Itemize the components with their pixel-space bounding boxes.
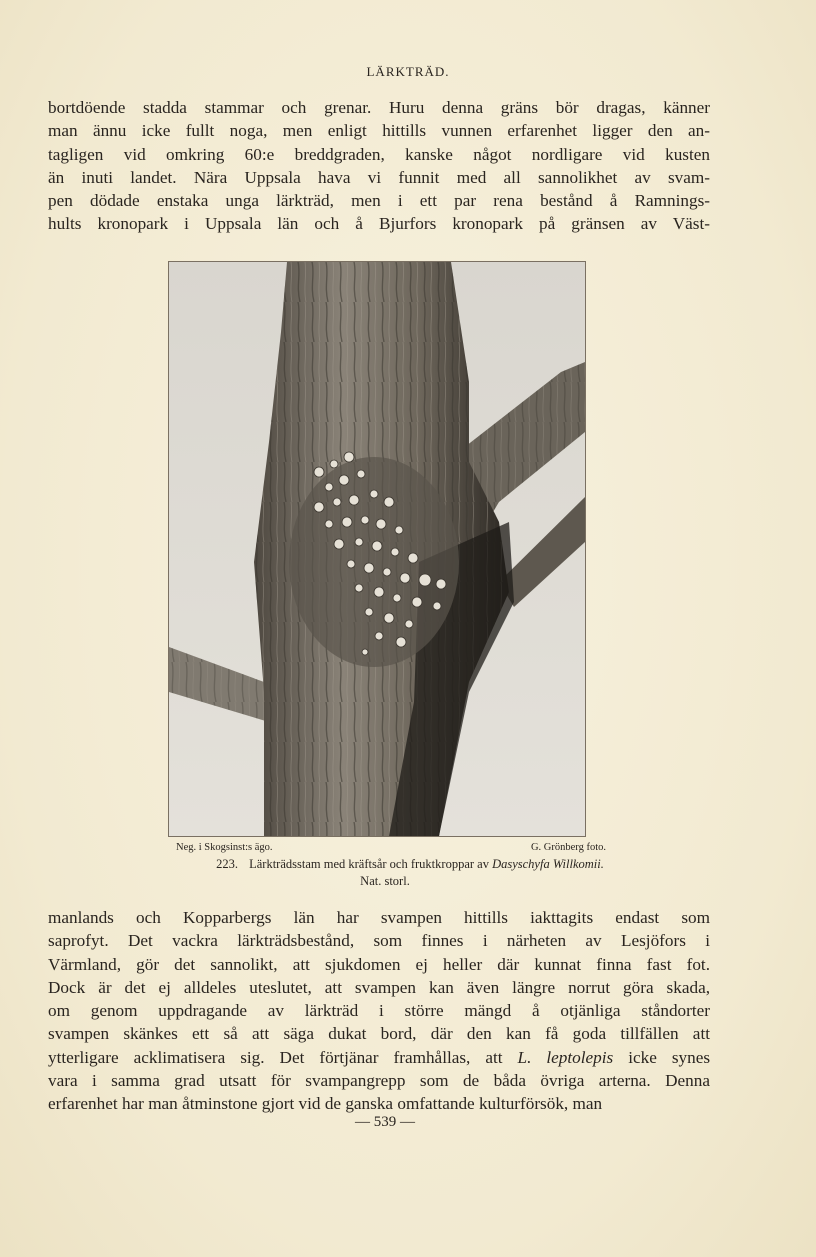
text-line: hults kronopark i Uppsala län och å Bjurfors kronopark på gränsen av Väst- bbox=[48, 214, 710, 234]
text-line: erfarenhet har man åtminstone gjort vid de ganska omfattande kulturförsök, man bbox=[48, 1094, 603, 1114]
figure-credits bbox=[176, 842, 606, 853]
text-line: man ännu icke fullt noga, men enligt hittills vunnen erfarenhet ligger den an- bbox=[48, 121, 710, 141]
text-line: saprofyt. Det vackra lärkträdsbestånd, som finnes i närheten av Lesjöfors i bbox=[48, 931, 710, 951]
text-line: svampen skänkes ett så att säga dukat bord, där den kan få goda tillfällen att bbox=[48, 1024, 710, 1044]
text-line: vara i samma grad utsatt för svampangrepp som de båda övriga arterna. Denna bbox=[48, 1071, 710, 1091]
text-line: manlands och Kopparbergs län har svampen hittills iakttagits endast som bbox=[48, 908, 710, 927]
page-number: — 539 — bbox=[355, 1114, 415, 1130]
photographer-credit: G. Grönberg foto. bbox=[530, 842, 606, 853]
text-line: Dock är det ej alldeles uteslutet, att svampen kan även längre norrut göra skada, bbox=[48, 977, 710, 997]
text-line: pen dödade enstaka unga lärkträd, men i ett par rena bestånd å Ramnings- bbox=[48, 191, 710, 211]
running-head: LÄRKTRÄD. bbox=[366, 64, 450, 79]
text-line: bortdöende stadda stammar och grenar. Huru denna gräns bör dragas, känner bbox=[48, 98, 710, 117]
negative-credit: Neg. i Skogsinst:s ägo. bbox=[176, 842, 273, 853]
text-fragment: icke synes bbox=[628, 1047, 711, 1067]
text-line: tagligen vid omkring 60:e breddgraden, kanske något nordligare vid kusten bbox=[48, 144, 710, 164]
caption-species: Dasyschyfa Willkomii. bbox=[492, 857, 604, 871]
species-name: L. leptolepis bbox=[517, 1047, 614, 1067]
larch-trunk-photo bbox=[168, 261, 586, 837]
text-line: Värmland, gör det sannolikt, att sjukdomen ej heller där kunnat finna fast fot. bbox=[48, 954, 710, 974]
figure-caption bbox=[130, 857, 690, 872]
caption-text: Lärkträdsstam med kräftsår och fruktkroppar av bbox=[249, 857, 489, 871]
paragraph-bottom bbox=[48, 906, 710, 1116]
figure-number: 223. bbox=[216, 857, 238, 871]
text-fragment: ytterligare acklimatisera sig. Det förtjänar framhållas, att bbox=[48, 1047, 503, 1067]
text-line: än inuti landet. Nära Uppsala hava vi funnit med all sannolikhet av svam- bbox=[48, 167, 710, 187]
paragraph-top bbox=[48, 96, 710, 236]
text-line-with-species bbox=[48, 1046, 710, 1069]
text-line: om genom uppdragande av lärkträd i större mängd å otjänliga ståndorter bbox=[48, 1001, 710, 1021]
figure-scale: Nat. storl. bbox=[360, 874, 410, 888]
larch-trunk-photo-drawing bbox=[169, 262, 585, 836]
